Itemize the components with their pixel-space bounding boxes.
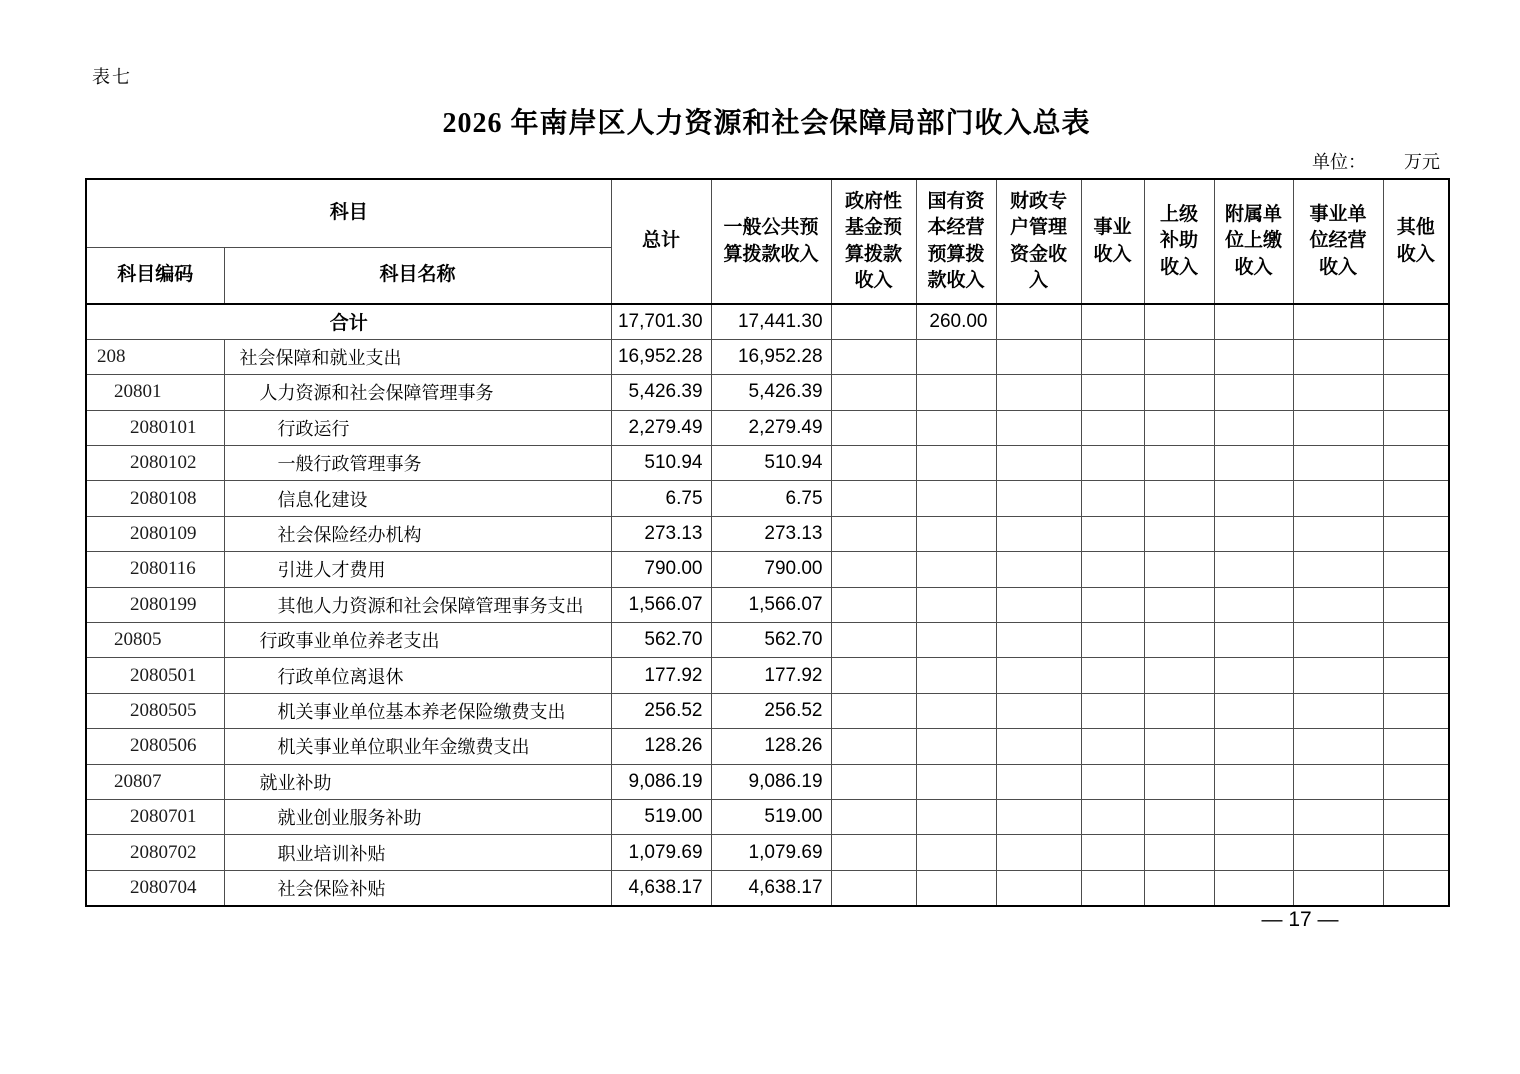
subject-name-cell: 社会保障和就业支出 <box>224 339 611 374</box>
value-cell <box>1144 658 1214 693</box>
value-cell: 790.00 <box>611 552 711 587</box>
table-row <box>86 481 1449 516</box>
value-cell <box>996 623 1081 658</box>
value-cell: 128.26 <box>611 729 711 764</box>
value-cell <box>1383 304 1449 339</box>
value-cell <box>996 693 1081 728</box>
value-cell <box>1144 623 1214 658</box>
value-cell: 4,638.17 <box>611 870 711 905</box>
value-cell <box>1081 375 1144 410</box>
subject-name-cell: 机关事业单位基本养老保险缴费支出 <box>224 693 611 728</box>
value-cell <box>1214 658 1293 693</box>
value-cell <box>1293 446 1383 481</box>
value-cell <box>1383 764 1449 799</box>
value-cell <box>1293 375 1383 410</box>
value-cell <box>1293 729 1383 764</box>
value-cell <box>1081 799 1144 834</box>
value-cell <box>1081 552 1144 587</box>
table-row <box>86 516 1449 551</box>
subject-name-cell: 就业创业服务补助 <box>224 799 611 834</box>
value-cell <box>831 339 916 374</box>
value-cell <box>1214 410 1293 445</box>
subject-code-cell: 20805 <box>86 623 224 658</box>
value-cell: 5,426.39 <box>611 375 711 410</box>
value-cell: 5,426.39 <box>711 375 831 410</box>
value-cell <box>1214 516 1293 551</box>
value-cell <box>916 658 996 693</box>
value-cell <box>831 693 916 728</box>
subject-code-cell: 2080505 <box>86 693 224 728</box>
header-row-top <box>86 179 1449 247</box>
value-cell <box>916 481 996 516</box>
table-row <box>86 658 1449 693</box>
value-cell <box>1293 339 1383 374</box>
value-cell <box>1383 658 1449 693</box>
subject-name-cell: 其他人力资源和社会保障管理事务支出 <box>224 587 611 622</box>
value-cell <box>1144 339 1214 374</box>
value-cell <box>916 587 996 622</box>
value-cell <box>1383 693 1449 728</box>
subject-name-cell: 一般行政管理事务 <box>224 446 611 481</box>
value-cell <box>1214 870 1293 905</box>
value-cell: 4,638.17 <box>711 870 831 905</box>
value-cell <box>1293 481 1383 516</box>
value-cell <box>996 835 1081 870</box>
value-cell: 6.75 <box>711 481 831 516</box>
value-cell <box>831 375 916 410</box>
value-cell <box>1144 764 1214 799</box>
value-cell <box>1293 870 1383 905</box>
value-cell <box>916 623 996 658</box>
value-cell <box>1214 835 1293 870</box>
value-cell: 510.94 <box>611 446 711 481</box>
subject-code-cell: 2080102 <box>86 446 224 481</box>
value-cell: 6.75 <box>611 481 711 516</box>
value-cell <box>996 410 1081 445</box>
value-cell <box>1144 304 1214 339</box>
value-cell <box>916 339 996 374</box>
value-cell <box>831 552 916 587</box>
value-cell <box>996 799 1081 834</box>
value-cell <box>1214 339 1293 374</box>
value-cell: 562.70 <box>711 623 831 658</box>
value-cell <box>916 516 996 551</box>
subject-name-cell: 社会保险经办机构 <box>224 516 611 551</box>
value-cell <box>1081 339 1144 374</box>
value-cell: 519.00 <box>611 799 711 834</box>
value-cell <box>831 870 916 905</box>
value-cell <box>1144 410 1214 445</box>
header-other-income: 其他收入 <box>1383 179 1449 304</box>
value-cell <box>1214 446 1293 481</box>
value-cell <box>1144 587 1214 622</box>
value-cell <box>916 835 996 870</box>
subject-code-cell: 20801 <box>86 375 224 410</box>
header-subject: 科目 <box>86 179 611 247</box>
table-row <box>86 375 1449 410</box>
value-cell: 9,086.19 <box>711 764 831 799</box>
value-cell <box>831 304 916 339</box>
value-cell <box>1081 410 1144 445</box>
value-cell: 1,566.07 <box>611 587 711 622</box>
value-cell <box>1144 835 1214 870</box>
value-cell <box>916 764 996 799</box>
subject-name-cell: 引进人才费用 <box>224 552 611 587</box>
value-cell <box>1383 587 1449 622</box>
value-cell: 1,079.69 <box>711 835 831 870</box>
value-cell <box>1144 446 1214 481</box>
value-cell <box>916 799 996 834</box>
value-cell: 790.00 <box>711 552 831 587</box>
value-cell <box>916 375 996 410</box>
table-row <box>86 552 1449 587</box>
value-cell <box>1081 658 1144 693</box>
value-cell <box>1383 481 1449 516</box>
subject-code-cell: 2080506 <box>86 729 224 764</box>
page-title: 2026 年南岸区人力资源和社会保障局部门收入总表 <box>442 108 1091 139</box>
value-cell <box>1383 516 1449 551</box>
total-row <box>86 304 1449 339</box>
value-cell <box>1144 552 1214 587</box>
value-cell <box>996 375 1081 410</box>
value-cell <box>1383 339 1449 374</box>
subject-code-cell: 20807 <box>86 764 224 799</box>
value-cell <box>831 729 916 764</box>
value-cell: 1,079.69 <box>611 835 711 870</box>
value-cell: 256.52 <box>711 693 831 728</box>
income-summary-table <box>85 178 1450 907</box>
unit-line <box>85 148 1448 174</box>
value-cell: 16,952.28 <box>611 339 711 374</box>
value-cell <box>1214 375 1293 410</box>
value-cell <box>831 799 916 834</box>
table-row <box>86 623 1449 658</box>
value-cell <box>1383 799 1449 834</box>
value-cell <box>1293 799 1383 834</box>
value-cell <box>996 658 1081 693</box>
value-cell <box>916 870 996 905</box>
value-cell <box>1081 729 1144 764</box>
row-total-label: 合计 <box>86 304 611 339</box>
subject-name-cell: 就业补助 <box>224 764 611 799</box>
value-cell <box>831 446 916 481</box>
value-cell <box>1081 304 1144 339</box>
value-cell <box>1293 516 1383 551</box>
value-cell: 17,441.30 <box>711 304 831 339</box>
value-cell <box>831 516 916 551</box>
table-row <box>86 764 1449 799</box>
value-cell <box>916 693 996 728</box>
value-cell <box>1081 870 1144 905</box>
value-cell: 519.00 <box>711 799 831 834</box>
value-cell: 177.92 <box>711 658 831 693</box>
value-cell <box>916 552 996 587</box>
subject-code-cell: 2080702 <box>86 835 224 870</box>
header-government-fund-budget: 政府性基金预算拨款收入 <box>831 179 916 304</box>
value-cell <box>996 729 1081 764</box>
subject-code-cell: 2080116 <box>86 552 224 587</box>
value-cell <box>1383 729 1449 764</box>
value-cell <box>1144 693 1214 728</box>
value-cell <box>1293 623 1383 658</box>
value-cell <box>1081 623 1144 658</box>
value-cell <box>1144 799 1214 834</box>
value-cell <box>1383 410 1449 445</box>
header-total: 总计 <box>611 179 711 304</box>
subject-code-cell: 2080701 <box>86 799 224 834</box>
value-cell <box>1144 481 1214 516</box>
value-cell <box>1293 835 1383 870</box>
subject-name-cell: 职业培训补贴 <box>224 835 611 870</box>
value-cell: 16,952.28 <box>711 339 831 374</box>
value-cell <box>1383 835 1449 870</box>
value-cell <box>916 446 996 481</box>
value-cell <box>1214 623 1293 658</box>
value-cell: 273.13 <box>611 516 711 551</box>
table-row <box>86 729 1449 764</box>
subject-code-cell: 2080501 <box>86 658 224 693</box>
value-cell <box>1383 623 1449 658</box>
value-cell <box>1293 764 1383 799</box>
subject-name-cell: 社会保险补贴 <box>224 870 611 905</box>
value-cell <box>1293 552 1383 587</box>
page-number: — 17 — <box>1261 908 1339 931</box>
value-cell <box>996 870 1081 905</box>
subject-code-cell: 2080101 <box>86 410 224 445</box>
header-general-public-budget: 一般公共预算拨款收入 <box>711 179 831 304</box>
value-cell <box>1214 729 1293 764</box>
value-cell <box>831 410 916 445</box>
value-cell <box>1214 764 1293 799</box>
value-cell <box>996 552 1081 587</box>
value-cell <box>1144 870 1214 905</box>
value-cell <box>831 835 916 870</box>
table-row <box>86 446 1449 481</box>
unit-label: 单位： <box>1312 152 1366 172</box>
value-cell <box>996 481 1081 516</box>
table-row <box>86 799 1449 834</box>
value-cell: 2,279.49 <box>711 410 831 445</box>
value-cell <box>1293 304 1383 339</box>
table-row <box>86 870 1449 905</box>
value-cell <box>1214 693 1293 728</box>
value-cell <box>996 446 1081 481</box>
value-cell <box>831 623 916 658</box>
header-subject-name: 科目名称 <box>224 247 611 304</box>
value-cell: 17,701.30 <box>611 304 711 339</box>
value-cell <box>831 587 916 622</box>
subject-code-cell: 2080199 <box>86 587 224 622</box>
table-row <box>86 587 1449 622</box>
value-cell <box>1081 516 1144 551</box>
value-cell: 1,566.07 <box>711 587 831 622</box>
table-row <box>86 693 1449 728</box>
value-cell <box>1144 516 1214 551</box>
value-cell <box>1214 799 1293 834</box>
value-cell: 256.52 <box>611 693 711 728</box>
value-cell <box>1293 410 1383 445</box>
header-institution-income: 事业收入 <box>1081 179 1144 304</box>
value-cell <box>1293 587 1383 622</box>
value-cell <box>1081 481 1144 516</box>
value-cell <box>1081 446 1144 481</box>
value-cell <box>1081 764 1144 799</box>
table-row <box>86 835 1449 870</box>
subject-code-cell: 208 <box>86 339 224 374</box>
subject-name-cell: 行政单位离退休 <box>224 658 611 693</box>
value-cell <box>1214 304 1293 339</box>
subject-name-cell: 机关事业单位职业年金缴费支出 <box>224 729 611 764</box>
value-cell <box>1293 658 1383 693</box>
subject-name-cell: 行政运行 <box>224 410 611 445</box>
subject-name-cell: 行政事业单位养老支出 <box>224 623 611 658</box>
header-subject-code: 科目编码 <box>86 247 224 304</box>
header-fiscal-special-account: 财政专户管理资金收入 <box>996 179 1081 304</box>
value-cell <box>1383 375 1449 410</box>
value-cell: 510.94 <box>711 446 831 481</box>
value-cell: 260.00 <box>916 304 996 339</box>
value-cell <box>996 339 1081 374</box>
value-cell: 273.13 <box>711 516 831 551</box>
value-cell <box>1214 587 1293 622</box>
value-cell: 128.26 <box>711 729 831 764</box>
value-cell <box>1144 729 1214 764</box>
subject-code-cell: 2080109 <box>86 516 224 551</box>
value-cell <box>996 516 1081 551</box>
value-cell <box>831 481 916 516</box>
value-cell <box>1383 446 1449 481</box>
value-cell: 2,279.49 <box>611 410 711 445</box>
table-row <box>86 410 1449 445</box>
value-cell <box>1144 375 1214 410</box>
value-cell <box>996 587 1081 622</box>
value-cell <box>1081 587 1144 622</box>
value-cell <box>1383 552 1449 587</box>
table-number-label: 表七 <box>92 67 132 87</box>
value-cell: 9,086.19 <box>611 764 711 799</box>
table-body <box>86 304 1449 906</box>
header-superior-subsidy: 上级补助收入 <box>1144 179 1214 304</box>
value-cell <box>916 410 996 445</box>
value-cell <box>1293 693 1383 728</box>
header-affiliated-unit-remittance: 附属单位上缴收入 <box>1214 179 1293 304</box>
value-cell: 177.92 <box>611 658 711 693</box>
value-cell <box>916 729 996 764</box>
value-cell <box>1214 481 1293 516</box>
value-cell <box>996 304 1081 339</box>
header-institution-operating-income: 事业单位经营收入 <box>1293 179 1383 304</box>
value-cell <box>996 764 1081 799</box>
value-cell <box>1383 870 1449 905</box>
header-state-capital-budget: 国有资本经营预算拨款收入 <box>916 179 996 304</box>
subject-name-cell: 人力资源和社会保障管理事务 <box>224 375 611 410</box>
subject-name-cell: 信息化建设 <box>224 481 611 516</box>
value-cell <box>1214 552 1293 587</box>
value-cell <box>1081 835 1144 870</box>
value-cell <box>1081 693 1144 728</box>
unit-value: 万元 <box>1404 152 1440 172</box>
value-cell <box>831 658 916 693</box>
subject-code-cell: 2080704 <box>86 870 224 905</box>
subject-code-cell: 2080108 <box>86 481 224 516</box>
table-row <box>86 339 1449 374</box>
value-cell: 562.70 <box>611 623 711 658</box>
value-cell <box>831 764 916 799</box>
